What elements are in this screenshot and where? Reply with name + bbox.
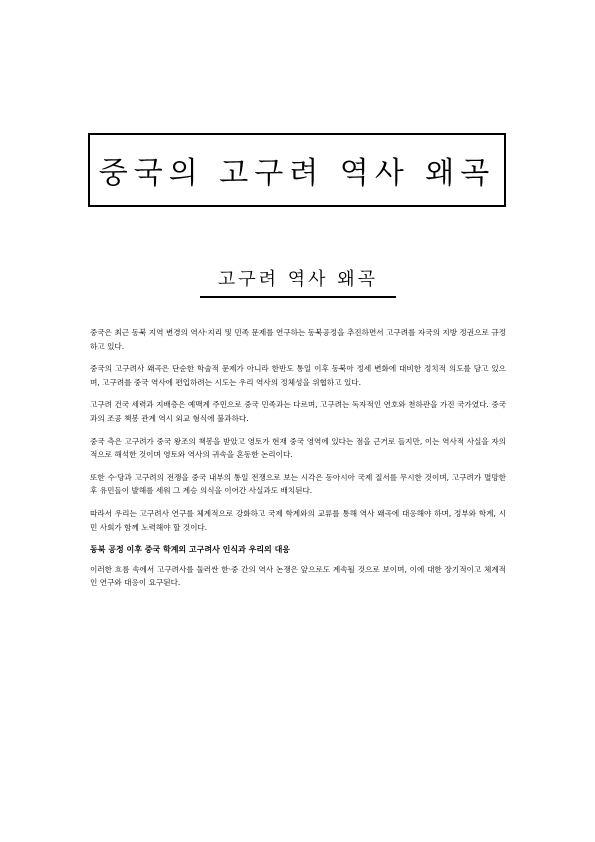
document-title: 중국의 고구려 역사 왜곡	[98, 156, 496, 191]
section-subtitle	[200, 262, 396, 294]
title-box	[88, 133, 506, 207]
subtitle-underline	[200, 296, 396, 298]
body-paragraph-3: 고구려 건국 세력과 지배층은 예맥계 주민으로 중국 민족과는 다르며, 고구려는 독자적인 연호와 천하관을 가진 국가였다. 중국과의 조공 책봉 관계 역시 외교 형식에 불과하다.	[90, 400, 506, 423]
body-paragraph-5: 또한 수·당과 고구려의 전쟁을 중국 내부의 통일 전쟁으로 보는 시각은 동아시아 국제 질서를 무시한 것이며, 고구려가 멸망한 후 유민들이 발해를 세워 그 계승 의식을 이어간 사실과도 배치된다.	[90, 472, 506, 496]
document-body	[90, 326, 506, 599]
body-paragraph-2: 중국의 고구려사 왜곡은 단순한 학술적 문제가 아니라 한반도 통일 이후 동북아 정세 변화에 대비한 정치적 의도를 담고 있으며, 고구려를 중국 역사에 편입하려는 시도는 우리 역사의 정체성을 위협하고 있다.	[90, 364, 506, 387]
body-paragraph-6: 따라서 우리는 고구려사 연구를 체계적으로 강화하고 국제 학계와의 교류를 통해 역사 왜곡에 대응해야 하며, 정부와 학계, 시민 사회가 함께 노력해야 할 것이다.	[90, 508, 506, 532]
subtitle-text: 고구려 역사 왜곡	[217, 269, 379, 290]
closing-paragraph: 이러한 흐름 속에서 고구려사를 둘러싼 한·중 간의 역사 논쟁은 앞으로도 계속될 것으로 보이며, 이에 대한 장기적이고 체계적인 연구와 대응이 요구된다.	[90, 564, 506, 588]
body-paragraph-1: 중국은 최근 동북 지역 변경의 역사·지리 및 민족 문제를 연구하는 동북공정을 추진하면서 고구려를 자국의 지방 정권으로 규정하고 있다.	[90, 328, 506, 351]
section-heading: 동북 공정 이후 중국 학계의 고구려사 인식과 우리의 대응	[90, 545, 291, 555]
body-paragraph-4: 중국 측은 고구려가 중국 왕조의 책봉을 받았고 영토가 현재 중국 영역에 있다는 점을 근거로 들지만, 이는 역사적 사실을 자의적으로 해석한 것이며 영토와 역사의 귀속을 혼동한 논리이다.	[90, 436, 506, 460]
